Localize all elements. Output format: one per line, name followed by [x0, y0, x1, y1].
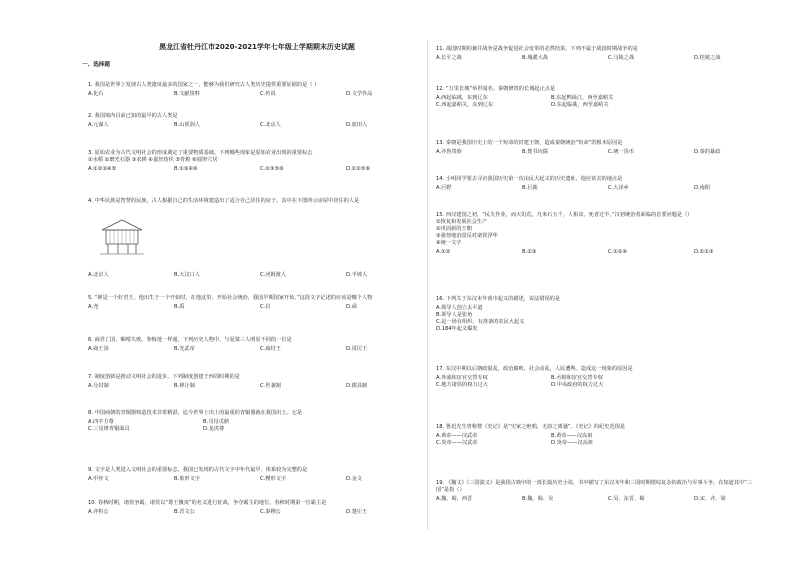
option-b: B.焚书坑儒 [522, 149, 548, 155]
option-d: D.宋、齐、梁 [694, 496, 726, 502]
question-15 [436, 212, 754, 256]
option-d: D.炎帝——汉高祖 [551, 440, 593, 446]
option-c: C.西起嘉峪关，东到辽东 [436, 102, 494, 108]
question-options [88, 166, 424, 173]
question-16 [436, 296, 754, 333]
question-options [88, 91, 424, 98]
question-options [436, 95, 754, 109]
option-d: D.周厉王 [346, 346, 368, 352]
option-a: A.商王汤 [88, 346, 109, 352]
question-stem: 13. 秦朝是我国历史上的一个短命的封建王朝，造成秦朝统治“短命”的根本原因是 [436, 140, 623, 146]
question-extra: ①水稻 ②磨光石器 ③农耕 ④蚕丝纺织 ⑤骨耜 ⑥圆形穴居 [88, 157, 218, 163]
option-d: D.南阳 [694, 185, 711, 191]
option-b: B.魏、蜀、吴 [522, 496, 554, 502]
question-6 [88, 337, 424, 353]
question-stem: 4. 中华民族是智慧的民族，古人根据自己的生活环境建造出了适合自己居住的房子。其中在下图所示房屋中居住的人是 [88, 198, 360, 204]
option-a: A.四羊方尊 [88, 419, 114, 425]
question-7 [88, 374, 424, 390]
question-statements [436, 219, 754, 247]
option-c: C.传说 [260, 91, 276, 97]
question-12 [436, 86, 754, 109]
question-stem: 11. 战国时期的兼并战争是战争促进社会变革的必然结果。下列不属于战国时期战争的是 [436, 46, 638, 52]
option-c: C.是一场有组织、有准备的农民大起义 [436, 319, 525, 325]
option-c: C.②③⑤⑥ [260, 166, 284, 172]
option-c: C.吴、东晋、蜀 [608, 496, 645, 502]
question-stem: 10. 春秋时期，诸侯争霸，诸侯以“尊王攘夷”的名义进行征战，争夺霸主的地位。春秋时期第一位霸主是 [88, 500, 327, 506]
question-stem: 12. “万里长城”举世闻名。秦朝修筑的长城起止点是 [436, 86, 556, 92]
question-stem: 9. 文字是人类进入文明社会的重要标志，我国已发现的古代文字中年代最早、体系较为完整的是 [88, 467, 308, 473]
option-b: B.文献资料 [174, 91, 200, 97]
option-b: B.晋文公 [174, 509, 195, 515]
question-options [436, 55, 754, 62]
option-d: D.蓝田人 [346, 122, 368, 128]
question-options [88, 122, 424, 129]
question-18 [436, 424, 754, 447]
option-b: B.禅让制 [174, 383, 195, 389]
question-stem: 8. 中国商朝的青铜器铸造技术非常精湛，迄今世界上出土的最重的青铜器就在我国出土。它是 [88, 410, 303, 416]
option-b: B.大汶口人 [174, 272, 200, 278]
option-a: A.北京人 [88, 272, 109, 278]
option-a: A.分封制 [88, 383, 109, 389]
question-stem: 16. 下列关于东汉末年黄巾起义的描述，说法错误的是 [436, 296, 561, 302]
question-options [88, 272, 424, 279]
option-c: C.河姆渡人 [260, 272, 287, 278]
option-a: A.领导人创立太平道 [436, 305, 483, 311]
option-b: B.光武帝 [174, 346, 195, 352]
option-a: A.外戚和宦官交替专权 [436, 375, 488, 381]
question-stem: 18. 鲁迅先生曾称赞《史记》是“史家之绝唱，无韵之离骚”。《史记》的纪史范围是 [436, 424, 626, 430]
option-d: D.文学作品 [346, 91, 373, 97]
option-c: C.统一货币 [608, 149, 635, 155]
statement-1: ①恢复和发展社会生产 [436, 219, 488, 225]
question-stem: 19. 《魏文》《三国演义》是我国古典中的一部长篇历史小说，书中描写了东汉末年和三国时期错综复杂的政治与军事斗争。在知道其中“三国”是指（） [436, 480, 753, 493]
question-13 [436, 140, 754, 156]
question-stem: 6. 商君亡国，咽啃失败。参悔迷一样通，下列历史人物中，与夏桀三人明显不同的一位是 [88, 337, 292, 343]
option-a: A.甲骨文 [88, 476, 109, 482]
option-a: A.①②③④⑤ [88, 166, 117, 172]
question-4-options [88, 270, 424, 279]
option-a: A.黄帝——汉武帝 [436, 433, 478, 439]
option-b: B.②③ [522, 249, 537, 255]
option-d: D.中央政府的权力过大 [551, 382, 604, 388]
option-a: A.长平之战 [436, 55, 462, 61]
question-14 [436, 176, 754, 192]
option-a: A.化石 [88, 91, 104, 97]
question-options [88, 383, 424, 390]
option-b: B.山顶洞人 [174, 122, 200, 128]
stilt-house-illustration [98, 218, 146, 258]
option-d: D.半坡人 [346, 272, 368, 278]
question-options [436, 185, 754, 192]
question-options [436, 305, 754, 333]
question-2 [88, 113, 424, 129]
question-stem: 2. 我国境内目前已知的最早的古人类是 [88, 113, 178, 119]
question-stem: 17. 东汉中期以后朝政混乱，政治腐败，社会动乱，人民遭殃。造成这一现象的原因是 [436, 366, 633, 372]
option-a: A.齐桓公 [88, 509, 109, 515]
question-stem: 14. 小明同学要去寻访我国历史第一次由民大起义的历史遗址，他应该去的地点是 [436, 176, 623, 182]
question-options [88, 476, 424, 483]
option-d: D.楚庄王 [346, 509, 368, 515]
question-options [436, 375, 754, 389]
option-c: C.北京人 [260, 122, 281, 128]
question-stem: 1. 我国是世界上发现古人类遗址最多的国家之一，能够为我们研究古人类历史提供重要证据的是（ ） [88, 82, 320, 88]
question-options [436, 433, 754, 447]
option-c: C.大泽乡 [608, 185, 629, 191]
option-d: D.秦的暴政 [694, 149, 721, 155]
question-stem: 7. 制度创新是推动文明社会的进步。下列制度创建于西周时期的是 [88, 374, 240, 380]
option-d: D.舜 [346, 304, 357, 310]
question-8 [88, 410, 424, 433]
option-c: C.马陵之战 [608, 55, 635, 61]
option-c: C.①②④ [608, 249, 628, 255]
option-a: A.尧 [88, 304, 99, 310]
option-c: C.楔形文字 [260, 476, 287, 482]
column-divider [427, 40, 428, 530]
question-9 [88, 467, 424, 483]
question-options [88, 509, 424, 516]
option-c: C.启 [260, 304, 271, 310]
page-title: 黑龙江省牡丹江市2020-2021学年七年级上学期期末历史试题 [159, 43, 355, 51]
option-b: B.领导人是张角 [436, 312, 473, 318]
option-d: D.①②⑤⑥ [346, 166, 371, 172]
question-17 [436, 366, 754, 389]
statement-4: ④统一文字 [436, 240, 462, 246]
question-1 [88, 82, 424, 98]
option-b: B.司母戊鼎 [203, 419, 229, 425]
question-stem: 3. 原始农业为古代文明社会的形成奠定了重要物质基础。下列哪些现象是原始农业出现的重要标志 [88, 150, 313, 156]
option-a: A.元谋人 [88, 122, 109, 128]
option-c: C.炎帝——汉武帝 [436, 440, 478, 446]
question-11 [436, 46, 754, 62]
option-d: D.郡县制 [346, 383, 368, 389]
option-a: A.齐鲁贵族 [436, 149, 462, 155]
question-stem: 5. “禅是一个好君王。他出生于一个开始时，在他这里，开始社会统治，我国早期国家开始。”这段文字记述的应该是哪个人物 [88, 295, 373, 301]
option-c: C.地方诸侯的权力过大 [436, 382, 488, 388]
option-b: B.禹 [174, 304, 185, 310]
statement-3: ③强势地治国反对诸侯浮华 [436, 233, 498, 239]
option-b: B.象形文字 [174, 476, 200, 482]
option-b: B.城濮大战 [522, 55, 548, 61]
option-b: B.①③④⑥ [174, 166, 198, 172]
option-d: D.①②③ [694, 249, 714, 255]
question-4 [88, 198, 424, 205]
option-d: D.桂陵之战 [694, 55, 721, 61]
question-options [436, 149, 754, 156]
option-d: D.184年起义爆发 [436, 326, 478, 332]
option-d: D.金文 [346, 476, 363, 482]
option-b: B.丞相和宦官交替专权 [551, 375, 603, 381]
option-a: A.魏、蜀、西晋 [436, 496, 473, 502]
option-a: A.①② [436, 249, 451, 255]
question-options [88, 304, 424, 311]
question-options [436, 249, 754, 256]
question-options [436, 496, 754, 503]
question-stem: 15. 西汉建国之初，“民失作业，而大饥荒，凡米石五千，人相食，死者过半。”汉初统治者面临的首要问题是（） [436, 212, 693, 218]
option-c: C.商纣王 [260, 346, 281, 352]
option-c: C.秦穆公 [260, 509, 281, 515]
question-options [88, 419, 424, 433]
section-heading: 一、选择题 [82, 62, 110, 68]
option-b: B.黄帝——汉高祖 [551, 433, 593, 439]
question-options [88, 346, 424, 353]
option-b: B.东起鸭绿江，西至嘉峪关 [551, 95, 614, 101]
option-a: A.巨野 [436, 185, 452, 191]
option-d: D.东起临洮，西至嘉峪关 [551, 102, 609, 108]
question-5 [88, 295, 424, 311]
statement-2: ②巩固新的王朝 [436, 226, 472, 232]
option-c: C.世袭制 [260, 383, 281, 389]
option-a: A.西起临洮，东到辽东 [436, 95, 488, 101]
question-10 [88, 500, 424, 516]
option-d: D.龙虎尊 [203, 426, 225, 432]
question-3 [88, 150, 424, 173]
question-19 [436, 480, 754, 503]
option-b: B.巨鹿 [522, 185, 538, 191]
option-c: C.三星堆青铜面具 [88, 426, 130, 432]
